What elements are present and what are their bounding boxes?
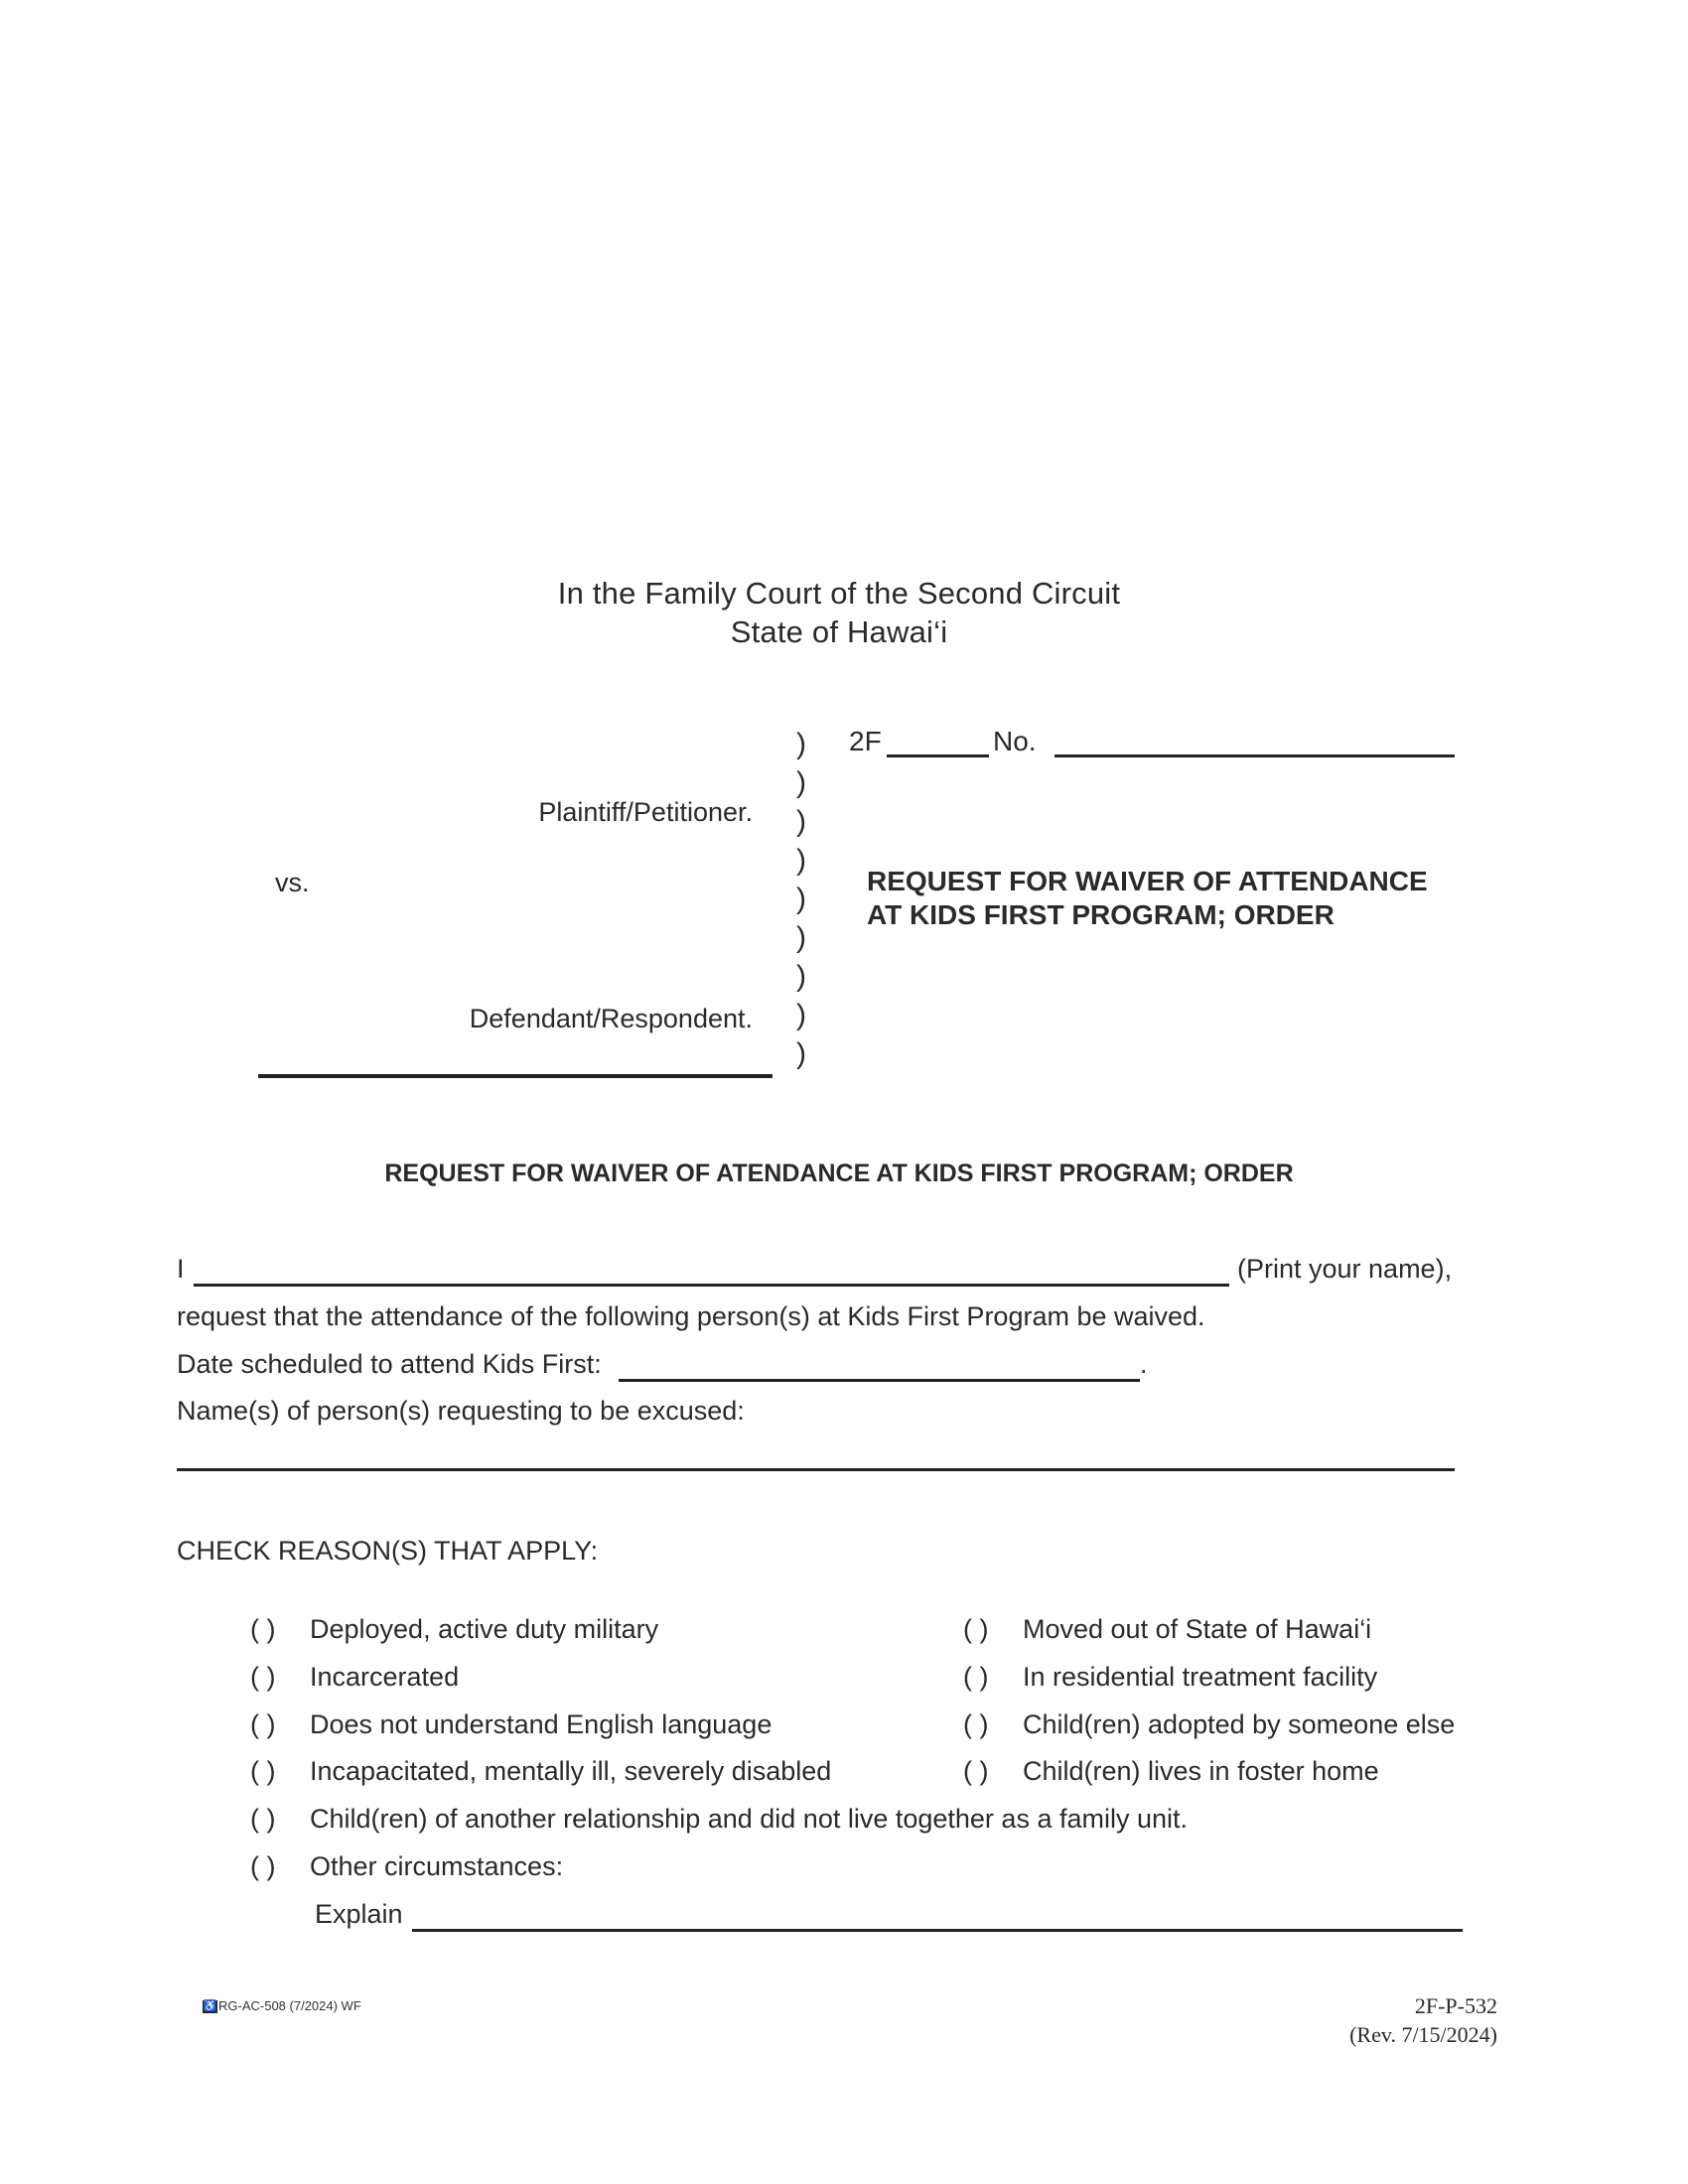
explain-field[interactable] (412, 1929, 1463, 1932)
reasons-heading: CHECK REASON(S) THAT APPLY: (177, 1536, 599, 1566)
checkbox[interactable]: ( ) (250, 1804, 276, 1834)
reason-foster-home[interactable] (963, 1756, 1379, 1787)
checkbox[interactable]: ( ) (250, 1662, 276, 1692)
checkbox[interactable]: ( ) (250, 1614, 276, 1644)
checkbox[interactable]: ( ) (963, 1662, 989, 1692)
court-state: State of Hawai‘i (730, 614, 948, 649)
reason-deployed[interactable] (250, 1614, 658, 1645)
caption-title-line1: REQUEST FOR WAIVER OF ATTENDANCE (867, 866, 1428, 896)
court-name: In the Family Court of the Second Circuit (557, 576, 1121, 611)
reason-label: Child(ren) adopted by someone else (1023, 1709, 1456, 1739)
date-suffix: . (1140, 1349, 1148, 1379)
reason-label: In residential treatment facility (1023, 1662, 1378, 1692)
caption-paren: ) (796, 921, 806, 954)
reason-residential-treatment[interactable] (963, 1662, 1377, 1693)
caption-paren: ) (796, 999, 806, 1031)
date-label: Date scheduled to attend Kids First: (177, 1349, 602, 1379)
caption-paren: ) (796, 883, 806, 915)
checkbox[interactable]: ( ) (250, 1709, 276, 1739)
case-number-field[interactable] (1055, 754, 1455, 757)
reason-other-relationship[interactable] (250, 1804, 1188, 1835)
request-text: request that the attendance of the following person(s) at Kids First Program be waived. (177, 1301, 1205, 1331)
date-field[interactable] (619, 1379, 1140, 1382)
reason-incarcerated[interactable] (250, 1662, 459, 1693)
wheelchair-icon: ♿ (203, 2000, 217, 2013)
name-suffix: (Print your name), (1237, 1254, 1453, 1284)
explain-label: Explain (315, 1899, 403, 1929)
case-type-field[interactable] (887, 754, 989, 757)
persons-label: Name(s) of person(s) requesting to be excused: (177, 1396, 745, 1426)
footer-form-code-text: RG-AC-508 (7/2024) WF (218, 1998, 361, 2013)
checkbox[interactable]: ( ) (250, 1851, 276, 1881)
reason-label: Other circumstances: (310, 1851, 564, 1881)
reason-incapacitated[interactable] (250, 1756, 831, 1787)
checkbox[interactable]: ( ) (250, 1756, 276, 1786)
case-no-label: No. (993, 726, 1037, 756)
reason-label: Deployed, active duty military (310, 1614, 659, 1644)
caption-paren: ) (796, 960, 806, 993)
persons-field[interactable] (177, 1468, 1455, 1471)
caption-paren: ) (796, 728, 806, 760)
caption-paren: ) (796, 766, 806, 799)
caption-title-line2: AT KIDS FIRST PROGRAM; ORDER (867, 899, 1335, 930)
reason-label: Incapacitated, mentally ill, severely disabled (310, 1756, 832, 1786)
reason-label: Does not understand English language (310, 1709, 773, 1739)
print-name-field[interactable] (194, 1284, 1229, 1287)
reason-other-circumstances[interactable] (250, 1851, 563, 1882)
form-revision: (Rev. 7/15/2024) (1349, 2022, 1497, 2047)
checkbox[interactable]: ( ) (963, 1756, 989, 1786)
plaintiff-label: Plaintiff/Petitioner. (538, 797, 753, 827)
checkbox[interactable]: ( ) (963, 1614, 989, 1644)
reason-label: Child(ren) of another relationship and did not live together as a family unit. (310, 1804, 1188, 1834)
footer-form-code (203, 1998, 361, 2013)
reason-no-english[interactable] (250, 1709, 772, 1740)
caption-paren: ) (796, 805, 806, 838)
reason-label: Moved out of State of Hawai‘i (1023, 1614, 1372, 1644)
versus-label: vs. (275, 868, 310, 897)
caption-paren: ) (796, 844, 806, 877)
caption-paren: ) (796, 1037, 806, 1070)
body-heading: REQUEST FOR WAIVER OF ATENDANCE AT KIDS FIRST PROGRAM; ORDER (384, 1160, 1294, 1187)
reason-moved-out[interactable] (963, 1614, 1371, 1645)
reason-adopted[interactable] (963, 1709, 1455, 1740)
checkbox[interactable]: ( ) (963, 1709, 989, 1739)
reason-label: Child(ren) lives in foster home (1023, 1756, 1379, 1786)
name-prefix: I (177, 1254, 185, 1284)
case-prefix: 2F (849, 726, 882, 756)
reason-label: Incarcerated (310, 1662, 460, 1692)
caption-divider (258, 1074, 773, 1078)
defendant-label: Defendant/Respondent. (469, 1004, 753, 1033)
form-number: 2F-P-532 (1414, 1993, 1497, 2018)
